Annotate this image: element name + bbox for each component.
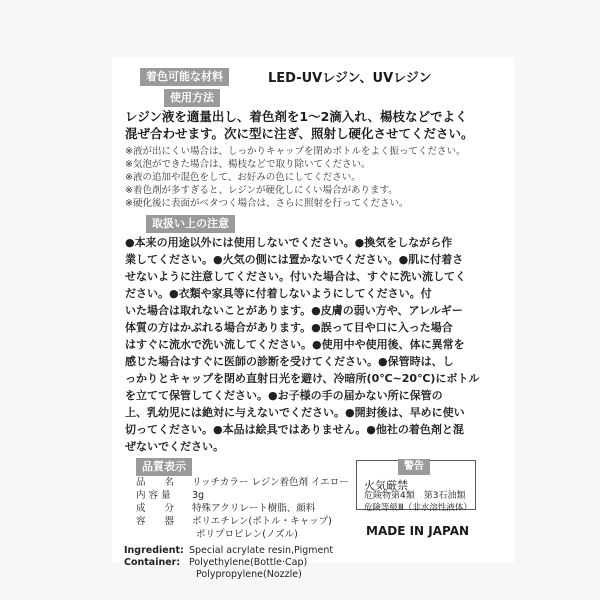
handling-line: 体質の方はかぶれる場合があります。●誤って目や口に入った場合 xyxy=(125,321,453,334)
usage-label: 使用方法 xyxy=(164,89,220,107)
handling-line: 感じた場合はすぐに医師の診断を受けてください。●保管時は、し xyxy=(125,355,454,368)
quality-value: 3g xyxy=(192,490,205,501)
warning-line: 火気厳禁 xyxy=(364,479,408,492)
handling-line: っかりとキャップを閉め直射日光を避け、冷暗所(0℃~20℃)にボトル xyxy=(125,372,480,385)
handling-line: いた場合は取れないことがあります。●皮膚の弱い方や、アレルギー xyxy=(125,304,463,317)
container-value: Polypropylene(Nozzle) xyxy=(196,569,302,580)
quality-value: 特殊アクリレート樹脂、顔料 xyxy=(192,503,316,514)
usage-note-4: ※着色剤が多すぎると、レジンが硬化しにくい場合があります。 xyxy=(125,185,398,196)
quality-value: ポリプロピレン(ノズル) xyxy=(196,529,298,540)
quality-value: リッチカラー レジン着色剤 イエロー xyxy=(192,477,349,488)
ingredient-value: Special acrylate resin,Pigment xyxy=(189,545,334,556)
handling-line: 切ってください。●本品は絵具ではありません。●他社の着色剤と混 xyxy=(125,423,464,436)
quality-key: 成 分 xyxy=(136,503,175,514)
materials-label: 着色可能な材料 xyxy=(140,68,229,86)
quality-key: 内 容 量 xyxy=(136,490,171,501)
handling-line: 上、乳幼児には絶対に与えないでください。●開封後は、早めに使い xyxy=(125,406,465,419)
warning-line: 危険等級Ⅲ（非水溶性液体） xyxy=(364,503,472,513)
product-label-card xyxy=(112,58,514,580)
origin-label: MADE IN JAPAN xyxy=(366,524,470,538)
handling-line: 業してください。●火気の側には置かないでください。●肌に付着さ xyxy=(125,253,464,266)
usage-note-2: ※気泡ができた場合は、楊枝などで取り除いてください。 xyxy=(125,159,371,170)
usage-note-3: ※液の追加や混色をして、お好みの色にしてください。 xyxy=(125,172,361,183)
handling-line: ぜないでください。 xyxy=(125,440,224,453)
usage-note-1: ※液が出にくい場合は、しっかりキャップを閉めボトルをよく振ってください。 xyxy=(125,146,466,157)
warning-line: 危険物第4類 第3石油類 xyxy=(364,491,466,501)
quality-key: 品 名 xyxy=(136,477,175,488)
quality-value: ポリエチレン(ボトル・キャップ) xyxy=(192,516,332,527)
usage-line-1: レジン液を適量出し、着色剤を1〜2滴入れ、楊枝などでよく xyxy=(125,109,468,124)
usage-line-2: 混ぜ合わせます。次に型に注ぎ、照射し硬化させてください。 xyxy=(125,126,474,141)
quality-label: 品質表示 xyxy=(136,458,192,476)
usage-note-5: ※硬化後に表面がベタつく場合は、さらに照射を行ってください。 xyxy=(125,198,409,209)
container-label: Container: xyxy=(124,557,181,568)
handling-line: ●本来の用途以外には使用しないでください。●換気をしながら作 xyxy=(125,236,453,249)
ingredient-label: Ingredient: xyxy=(124,545,184,556)
handling-line: ださい。●衣類や家具等に付着しないようにしてください。付 xyxy=(125,287,432,300)
handling-line: を立てて保管してください。●お子様の手の届かない所に保管の xyxy=(125,389,443,402)
container-value: Polyethylene(Bottle·Cap) xyxy=(189,557,308,568)
materials-value: LED-UVレジン、UVレジン xyxy=(268,71,432,86)
warning-label: 警告 xyxy=(398,459,430,475)
handling-label: 取扱い上の注意 xyxy=(146,215,235,233)
quality-key: 容 器 xyxy=(136,516,175,527)
handling-line: はすぐに流水で洗い流してください。●使用中や使用後、体に異常を xyxy=(125,338,465,351)
handling-line: せないように注意してください。付いた場合は、すぐに洗い流してく xyxy=(125,270,466,283)
